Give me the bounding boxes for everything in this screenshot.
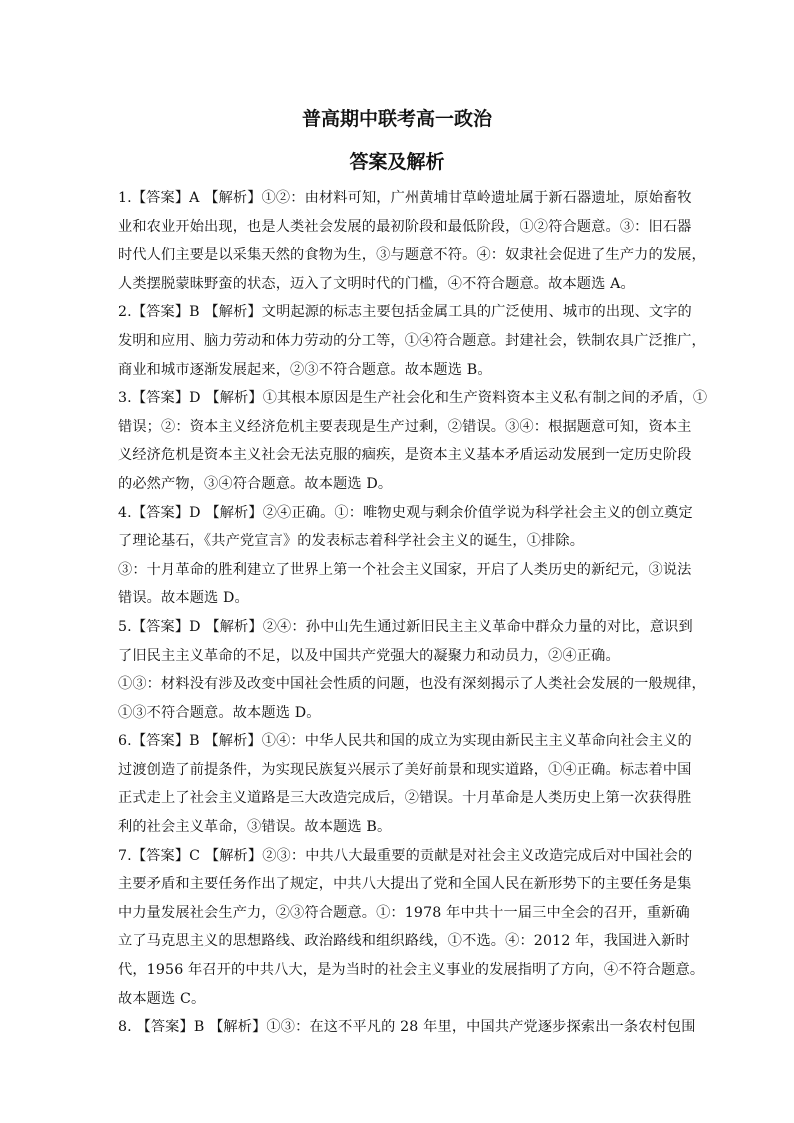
text-line: 时代人们主要是以采集天然的食物为生，③与题意不符。④：奴隶社会促进了生产力的发展， <box>118 247 706 264</box>
text-line: 的必然产物，③④符合题意。故本题选 D。 <box>118 475 393 492</box>
text-line: 中力量发展社会生产力，②③符合题意。①：1978 年中共十一届三中全会的召开，重新确 <box>118 904 690 921</box>
text-line: 正式走上了社会主义道路是三大改造完成后，②错误。十月革命是人类历史上第一次获得胜 <box>118 790 692 807</box>
text-line: 6.【答案】B 【解析】①④：中华人民共和国的成立为实现由新民主主义革命向社会主义的 <box>118 733 692 750</box>
text-line: ①③不符合题意。故本题选 D。 <box>118 704 321 721</box>
text-line: 立了马克思主义的思想路线、政治路线和组织路线，①不选。④：2012 年，我国进入新时 <box>118 933 690 950</box>
text-line: ③：十月革命的胜利建立了世界上第一个社会主义国家，开启了人类历史的新纪元，③说法 <box>118 561 692 578</box>
text-line: ①③：材料没有涉及改变中国社会性质的问题，也没有深刻揭示了人类社会发展的一般规律， <box>118 676 706 693</box>
text-line: 错误。故本题选 D。 <box>118 590 249 607</box>
text-line: 主要矛盾和主要任务作出了规定，中共八大提出了党和全国人民在新形势下的主要任务是集 <box>118 876 692 893</box>
text-line: 过渡创造了前提条件，为实现民族复兴展示了美好前景和现实道路，①④正确。标志着中国 <box>118 761 692 778</box>
text-line: 义经济危机是资本主义社会无法克服的痼疾，是资本主义基本矛盾运动发展到一定历史阶段 <box>118 447 692 464</box>
text-line: 1.【答案】A 【解析】①②：由材料可知，广州黄埔甘草岭遗址属于新石器遗址，原始畜牧 <box>118 190 692 206</box>
text-line: 错误；②：资本主义经济危机主要表现是生产过剩，②错误。③④：根据题意可知，资本主 <box>118 418 692 435</box>
text-line: 发明和应用、脑力劳动和体力劳动的分工等，①④符合题意。封建社会，铁制农具广泛推广， <box>118 332 706 349</box>
text-line: 7.【答案】C 【解析】②③：中共八大最重要的贡献是对社会主义改造完成后对中国社会的 <box>118 847 693 864</box>
text-line: 了理论基石，《共产党宣言》的发表标志着科学社会主义的诞生，①排除。 <box>118 533 585 550</box>
text-line: 业和农业开始出现，也是人类社会发展的最初阶段和最低阶段，①②符合题意。③：旧石器 <box>118 218 692 235</box>
text-line: 8. 【答案】B 【解析】①③：在这不平凡的 28 年里，中国共产党逐步探索出一条农村包围 <box>118 1019 696 1036</box>
text-line: 5.【答案】D 【解析】②④：孙中山先生通过新旧民主主义革命中群众力量的对比，意识到 <box>118 618 693 635</box>
text-line: 2.【答案】B 【解析】文明起源的标志主要包括金属工具的广泛使用、城市的出现、文字的 <box>118 304 692 321</box>
text-line: 人类摆脱蒙昧野蛮的状态，迈入了文明时代的门槛，④不符合题意。故本题选 A。 <box>118 275 635 292</box>
text-line: 利的社会主义革命，③错误。故本题选 B。 <box>118 819 392 836</box>
answer-body <box>118 184 708 1042</box>
document-title: 普高期中联考高一政治 <box>301 108 492 130</box>
text-line: 商业和城市逐渐发展起来，②③不符合题意。故本题选 B。 <box>118 361 492 378</box>
text-line: 代，1956 年召开的中共八大，是为当时的社会主义事业的发展指明了方向，④不符合题意。 <box>118 962 705 979</box>
text-line: 4.【答案】D 【解析】②④正确。①：唯物史观与剩余价值学说为科学社会主义的创立奠定 <box>118 504 693 521</box>
text-line: 了旧民主主义革命的不足，以及中国共产党强大的凝聚力和动员力，②④正确。 <box>118 647 620 664</box>
text-line: 故本题选 C。 <box>118 990 206 1007</box>
document-subtitle: 答案及解析 <box>349 151 445 173</box>
text-line: 3.【答案】D 【解析】①其根本原因是生产社会化和生产资料资本主义私有制之间的矛盾，① <box>118 390 708 407</box>
